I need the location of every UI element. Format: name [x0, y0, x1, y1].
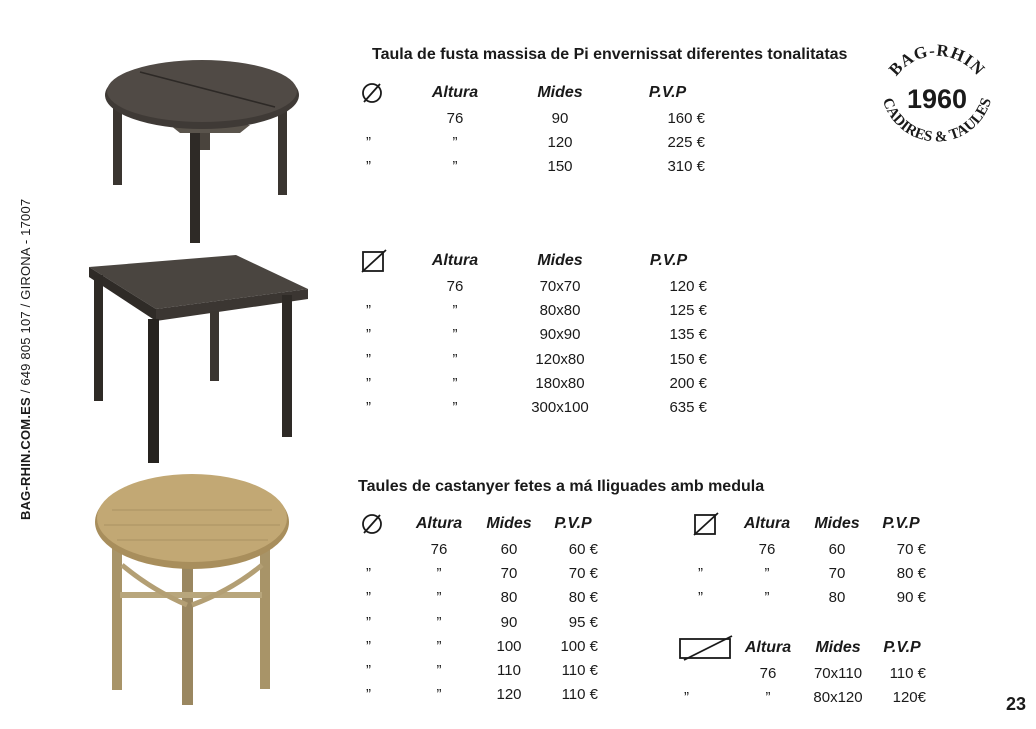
bag-rhin-logo [872, 30, 1002, 165]
mides-cell: 110 [497, 662, 521, 680]
ditto-mark: ” [366, 662, 371, 680]
price-row [692, 561, 926, 585]
price-table-rect-chestnut [678, 635, 926, 710]
header-pvp: P.V.P [649, 252, 688, 269]
altura-cell: 76 [446, 109, 464, 127]
ditto-mark: ” [366, 133, 371, 151]
price-table-round-chestnut [360, 511, 598, 707]
square-pine-table-image [86, 253, 312, 465]
header-pvp: P.V.P [648, 84, 687, 101]
price-row [692, 537, 926, 561]
diameter-symbol-icon [360, 80, 420, 106]
mides-cell: 120 [547, 133, 573, 151]
header-mides: Mides [814, 515, 860, 532]
price-row [360, 683, 598, 707]
price-cell: 110 € [561, 662, 598, 680]
round-chestnut-table-image [92, 470, 296, 710]
price-cell: 120 € [669, 277, 707, 295]
price-row [360, 274, 707, 298]
altura-cell: ” [436, 637, 442, 655]
price-table-round-pine [360, 80, 705, 179]
price-row [678, 661, 926, 685]
logo-top-text: BAG-RHIN [884, 40, 989, 80]
price-row [360, 610, 598, 634]
price-table-square-chestnut [692, 511, 926, 610]
altura-cell: 76 [430, 540, 448, 558]
mides-cell: 300x100 [531, 399, 589, 417]
price-row [360, 395, 707, 419]
header-altura: Altura [431, 84, 479, 101]
price-cell: 80 € [896, 564, 926, 582]
price-cell: 90 € [896, 589, 926, 607]
svg-text:BAG-RHIN [885, 41, 989, 80]
logo-year: 1960 [906, 84, 968, 114]
price-cell: 135 € [669, 326, 707, 344]
header-mides: Mides [537, 84, 583, 101]
price-cell: 635 € [669, 399, 707, 417]
price-row [360, 658, 598, 682]
logo-bottom-text: CADIRES & TAULES [878, 95, 995, 146]
header-mides: Mides [537, 252, 583, 269]
ditto-mark: ” [366, 637, 371, 655]
ditto-mark [678, 661, 738, 685]
mides-cell: 60 [500, 540, 518, 558]
price-cell: 200 € [669, 374, 707, 392]
altura-cell: 76 [759, 664, 777, 682]
price-cell: 150 € [669, 350, 707, 368]
altura-cell: ” [452, 350, 458, 368]
mides-cell: 90 [500, 613, 518, 631]
price-table-square-pine [360, 248, 707, 420]
price-row [360, 130, 705, 154]
ditto-mark: ” [366, 158, 371, 176]
price-row [360, 561, 598, 585]
price-cell: 120€ [892, 688, 926, 706]
price-row [360, 371, 707, 395]
mides-cell: 120x80 [535, 350, 585, 368]
ditto-mark [360, 537, 408, 561]
price-cell: 110 € [889, 664, 926, 682]
ditto-mark [360, 106, 420, 130]
price-cell: 95 € [568, 613, 598, 631]
price-cell: 100 € [560, 637, 598, 655]
ditto-mark: ” [366, 564, 371, 582]
price-cell: 160 € [667, 109, 705, 127]
altura-cell: ” [452, 301, 458, 319]
ditto-mark: ” [366, 589, 371, 607]
price-cell: 60 € [568, 540, 598, 558]
square-symbol-icon [692, 511, 736, 537]
price-row [360, 537, 598, 561]
price-cell: 80 € [568, 589, 598, 607]
altura-cell: ” [765, 688, 771, 706]
header-mides: Mides [486, 515, 532, 532]
website-text: BAG-RHIN.COM.ES [18, 397, 33, 520]
mides-cell: 70 [500, 564, 518, 582]
diameter-symbol-icon [360, 511, 408, 537]
price-row [360, 106, 705, 130]
mides-cell: 90x90 [539, 326, 581, 344]
mides-cell: 100 [496, 637, 522, 655]
rectangle-symbol-icon [678, 635, 738, 661]
price-cell: 310 € [667, 158, 705, 176]
mides-cell: 70x110 [813, 664, 863, 682]
price-cell: 110 € [561, 686, 598, 704]
mides-cell: 70x70 [539, 277, 581, 295]
altura-cell: ” [436, 589, 442, 607]
mides-cell: 80 [500, 589, 518, 607]
price-row [692, 586, 926, 610]
header-altura: Altura [431, 252, 479, 269]
mides-cell: 180x80 [535, 374, 585, 392]
altura-cell: ” [764, 564, 770, 582]
section-title-pine: Taula de fusta massisa de Pi envernissat diferentes tonalitatas [372, 46, 848, 63]
altura-cell: ” [452, 374, 458, 392]
altura-cell: ” [452, 158, 458, 176]
header-altura: Altura [743, 515, 791, 532]
altura-cell: 76 [758, 540, 776, 558]
price-row [360, 347, 707, 371]
altura-cell: ” [436, 662, 442, 680]
mides-cell: 70 [828, 564, 846, 582]
mides-cell: 80x80 [539, 301, 581, 319]
ditto-mark: ” [684, 688, 689, 706]
ditto-mark: ” [366, 613, 371, 631]
ditto-mark: ” [366, 374, 371, 392]
ditto-mark: ” [366, 350, 371, 368]
mides-cell: 80 [828, 589, 846, 607]
square-symbol-icon [360, 248, 420, 274]
price-cell: 225 € [667, 133, 705, 151]
ditto-mark: ” [366, 326, 371, 344]
mides-cell: 80x120 [813, 688, 863, 706]
ditto-mark: ” [698, 564, 703, 582]
altura-cell: ” [764, 589, 770, 607]
header-altura: Altura [415, 515, 463, 532]
ditto-mark: ” [698, 589, 703, 607]
mides-cell: 150 [547, 158, 573, 176]
ditto-mark [692, 537, 736, 561]
header-pvp: P.V.P [882, 515, 920, 532]
mides-cell: 90 [551, 109, 569, 127]
header-pvp: P.V.P [883, 639, 921, 656]
ditto-mark: ” [366, 686, 371, 704]
price-row [360, 155, 705, 179]
header-mides: Mides [815, 639, 861, 656]
ditto-mark: ” [366, 399, 371, 417]
price-row [678, 685, 926, 709]
section-title-chestnut: Taules de castanyer fetes a má Iliguades amb medula [358, 478, 765, 495]
price-cell: 70 € [568, 564, 598, 582]
price-cell: 125 € [669, 301, 707, 319]
phone-address-text: / 649 805 107 / GIRONA - 17007 [18, 198, 33, 398]
mides-cell: 120 [496, 686, 522, 704]
mides-cell: 60 [828, 540, 846, 558]
price-row [360, 634, 598, 658]
altura-cell: ” [452, 326, 458, 344]
altura-cell: ” [436, 613, 442, 631]
header-altura: Altura [744, 639, 792, 656]
side-contact-text [18, 199, 33, 520]
ditto-mark: ” [366, 301, 371, 319]
header-pvp: P.V.P [554, 515, 592, 532]
altura-cell: 76 [446, 277, 464, 295]
ditto-mark [360, 274, 420, 298]
altura-cell: ” [452, 399, 458, 417]
round-pine-table-image [100, 45, 315, 245]
price-row [360, 586, 598, 610]
price-cell: 70 € [896, 540, 926, 558]
page-number: 23 [1005, 694, 1026, 714]
price-row [360, 323, 707, 347]
altura-cell: ” [452, 133, 458, 151]
altura-cell: ” [436, 686, 442, 704]
altura-cell: ” [436, 564, 442, 582]
price-row [360, 298, 707, 322]
